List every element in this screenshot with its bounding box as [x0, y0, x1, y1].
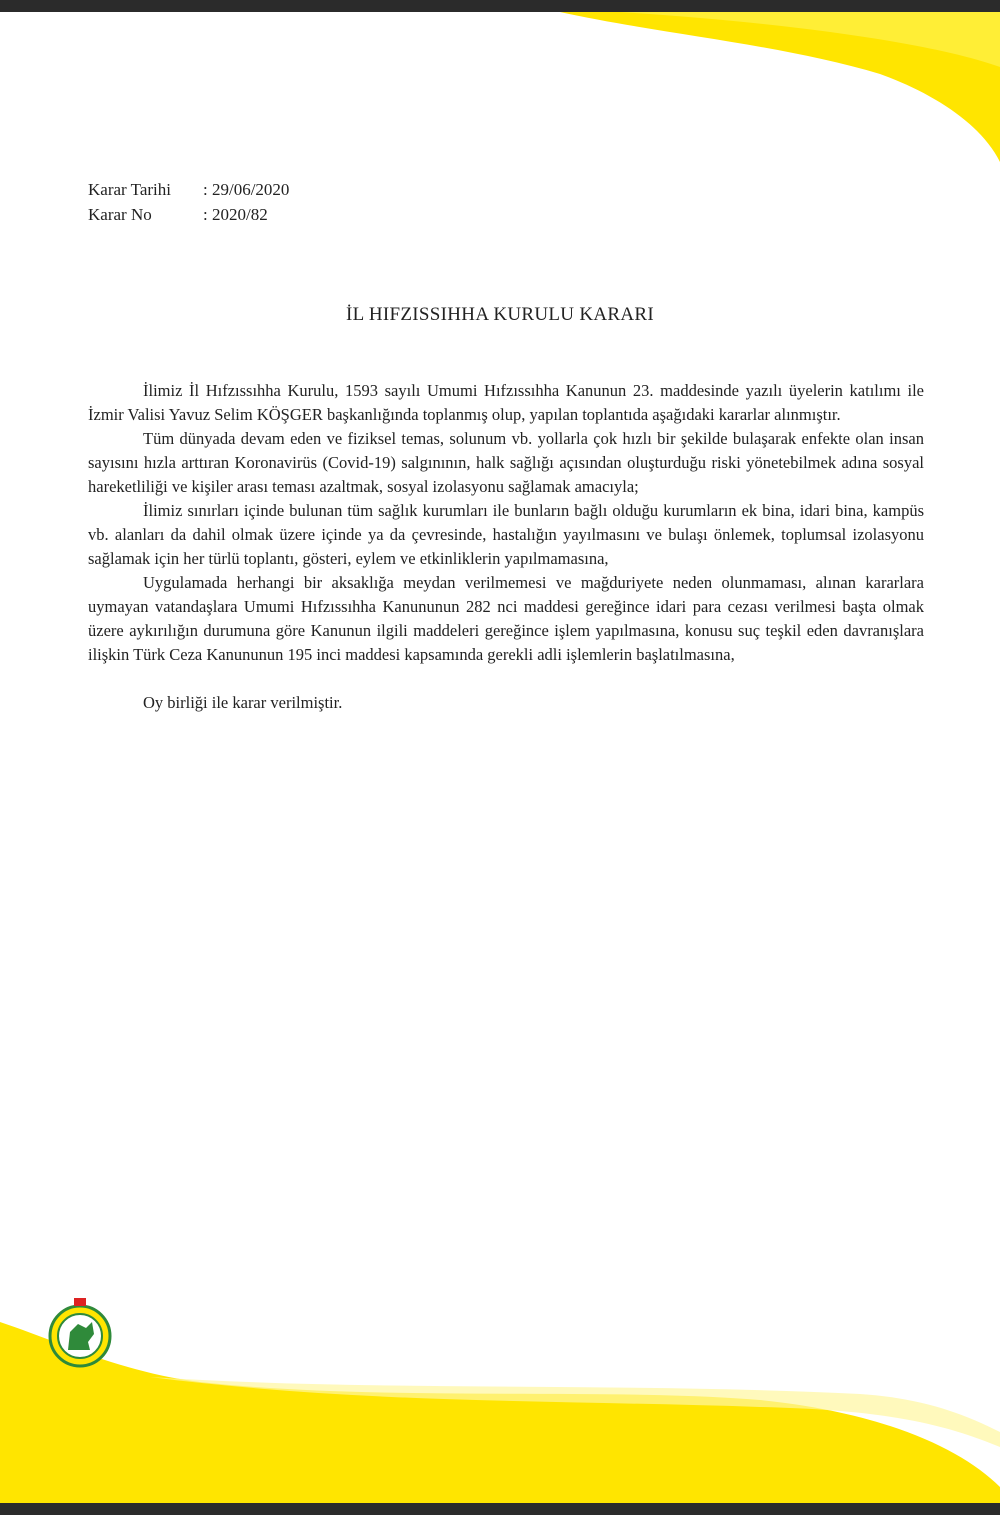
closing-statement: Oy birliği ile karar verilmiştir. — [143, 693, 343, 712]
paragraph-3: İlimiz sınırları içinde bulunan tüm sağlık kurumları ile bunların bağlı olduğu kurumların ek bina, idari bina, kampüs vb. alanları da dahil olmak üzere içinde ya da çevresinde, hastalığın yayılmasını ve bulaşı önlemek, toplumsal izolasyonu sağlamak için her türlü toplantı, gösteri, eylem ve etkinliklerin yapılmamasına, — [88, 501, 924, 568]
izmir-valiligi-seal-icon — [40, 1292, 120, 1372]
decision-no-label: Karar No — [88, 205, 152, 224]
top-yellow-swoosh — [0, 12, 1000, 162]
paragraph-2: Tüm dünyada devam eden ve fiziksel temas, solunum vb. yollarla çok hızlı bir şekilde bulaşarak enfekte olan insan sayısını hızla arttıran Koronavirüs (Covid-19) salgınının, halk sağlığı açısından oluşturduğu riski yönetebilmek adına sosyal hareketliliği ve kişiler arası teması azaltmak, sosyal izolasyonu sağlamak amacıyla; — [88, 429, 924, 496]
decision-date-row — [88, 177, 289, 202]
paragraph-4: Uygulamada herhangi bir aksaklığa meydan verilmemesi ve mağduriyete neden olunmaması, alınan kararlara uymayan vatandaşlara Umumi Hıfzıssıhha Kanununun 282 nci maddesi gereğince idari para cezası verilmesi başta olmak üzere aykırılığın durumuna göre Kanunun ilgili maddeleri gereğince işlem yapılmasına, konusu suç teşkil eden davranışlara ilişkin Türk Ceza Kanununun 195 inci maddesi kapsamında gerekli adli işlemlerin başlatılmasına, — [88, 573, 924, 664]
document-body — [88, 379, 924, 715]
decision-date-value: : 29/06/2020 — [203, 180, 290, 199]
bottom-yellow-swoosh — [0, 1282, 1000, 1503]
decision-date-label: Karar Tarihi — [88, 180, 171, 199]
document-title: İL HIFZISSIHHA KURULU KARARI — [345, 304, 654, 325]
decision-no-value: : 2020/82 — [203, 205, 268, 224]
document-page — [0, 12, 1000, 1503]
decision-no-row — [88, 202, 289, 227]
decision-meta — [88, 177, 289, 227]
paragraph-1: İlimiz İl Hıfzıssıhha Kurulu, 1593 sayılı Umumi Hıfzıssıhha Kanunun 23. maddesinde yazılı üyelerin katılımı ile İzmir Valisi Yavuz Selim KÖŞGER başkanlığında toplanmış olup, yapılan toplantıda aşağıdaki kararlar alınmıştır. — [88, 381, 924, 424]
